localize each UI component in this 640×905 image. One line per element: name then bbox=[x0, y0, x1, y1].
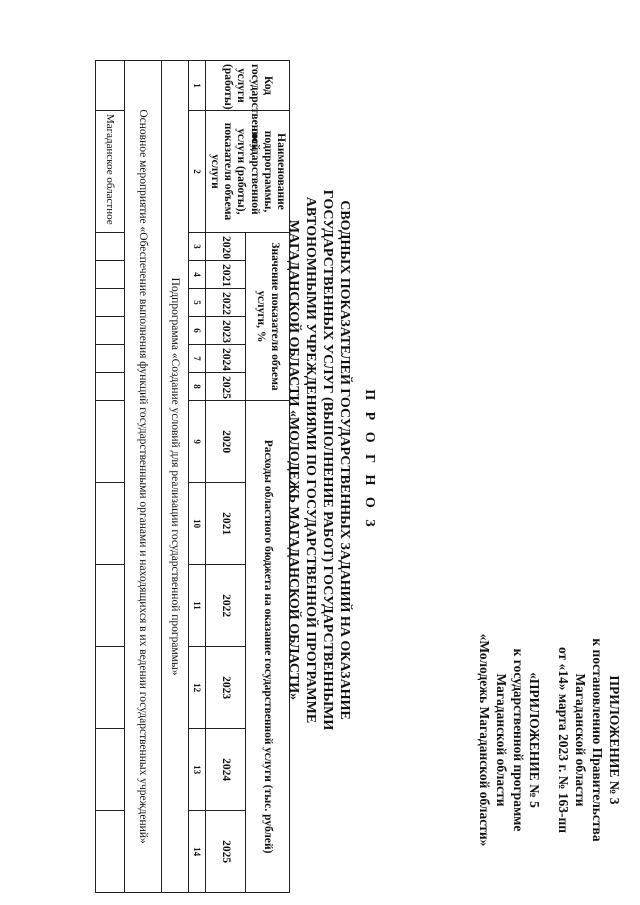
header-indicator-group: Значение показателя объема услуги, % bbox=[245, 233, 289, 401]
title-line-4: МАГАДАНСКОЙ ОБЛАСТИ «МОЛОДЕЖЬ МАГАДАНСКОЙ ОБЛАСТИ» bbox=[285, 219, 301, 701]
table-column-numbers-row bbox=[188, 61, 205, 893]
appendix-program-region: Магаданской области bbox=[493, 673, 509, 807]
column-number: 10 bbox=[188, 483, 205, 565]
indicator-year: 2021 bbox=[205, 261, 245, 289]
table-cell bbox=[95, 317, 124, 345]
indicator-year: 2024 bbox=[205, 345, 245, 373]
budget-year: 2021 bbox=[205, 483, 245, 565]
column-number: 4 bbox=[188, 261, 205, 289]
table-cell bbox=[95, 233, 124, 261]
budget-year: 2020 bbox=[205, 401, 245, 483]
budget-year: 2023 bbox=[205, 647, 245, 729]
column-number: 3 bbox=[188, 233, 205, 261]
table-cell bbox=[95, 647, 124, 729]
column-number: 1 bbox=[188, 61, 205, 111]
table-row bbox=[161, 61, 188, 893]
budget-year: 2024 bbox=[205, 729, 245, 811]
table-cell bbox=[95, 373, 124, 401]
table-row bbox=[95, 61, 124, 893]
indicator-year: 2020 bbox=[205, 233, 245, 261]
column-number: 9 bbox=[188, 401, 205, 483]
header-name: Наименование подпрограммы, государственной услуги (работы), показателя объема услуги bbox=[205, 111, 289, 233]
budget-year: 2025 bbox=[205, 811, 245, 893]
indicator-year: 2025 bbox=[205, 373, 245, 401]
title-heading: П Р О Г Н О З bbox=[362, 389, 377, 531]
indicator-year: 2022 bbox=[205, 289, 245, 317]
title-line-2: ГОСУДАРСТВЕННЫХ УСЛУГ (ВЫПОЛНЕНИЕ РАБОТ) ГОСУДАРСТВЕННЫМИ bbox=[319, 189, 335, 731]
table-cell bbox=[95, 401, 124, 483]
table-cell bbox=[95, 289, 124, 317]
title-line-1: СВОДНЫХ ПОКАЗАТЕЛЕЙ ГОСУДАРСТВЕННЫХ ЗАДАНИЙ НА ОКАЗАНИЕ bbox=[336, 200, 352, 720]
table-cell bbox=[95, 729, 124, 811]
column-number: 11 bbox=[188, 565, 205, 647]
document-title bbox=[285, 140, 378, 780]
column-number: 6 bbox=[188, 317, 205, 345]
column-number: 7 bbox=[188, 345, 205, 373]
appendix-program-number: «ПРИЛОЖЕНИЕ № 5 bbox=[527, 672, 543, 808]
column-number: 13 bbox=[188, 729, 205, 811]
table-cell bbox=[95, 345, 124, 373]
appendix-region: Магаданской области bbox=[573, 673, 589, 807]
table-cell bbox=[95, 811, 124, 893]
main-activity-title: Основное мероприятие «Обеспечение выполнения функций государственными органами и находящихся в их ведении государственных учреждений» bbox=[124, 61, 161, 893]
appendix-header bbox=[475, 605, 622, 875]
column-number: 12 bbox=[188, 647, 205, 729]
table-cell bbox=[95, 61, 124, 111]
indicator-year: 2023 bbox=[205, 317, 245, 345]
institution-name: Магаданское областное bbox=[95, 111, 124, 233]
table-header-row bbox=[245, 61, 289, 893]
header-budget-group: Расходы областного бюджета на оказание государственной услуги (тыс. рублей) bbox=[245, 401, 289, 893]
budget-year: 2022 bbox=[205, 565, 245, 647]
column-number: 5 bbox=[188, 289, 205, 317]
column-number: 2 bbox=[188, 111, 205, 233]
column-number: 14 bbox=[188, 811, 205, 893]
table-row bbox=[124, 61, 161, 893]
appendix-number: ПРИЛОЖЕНИЕ № 3 bbox=[607, 675, 622, 805]
table-cell bbox=[95, 483, 124, 565]
appendix-program-name: «Молодежь Магаданской области» bbox=[476, 633, 492, 847]
title-line-3: АВТОНОМНЫМИ УЧРЕЖДЕНИЯМИ ПО ГОСУДАРСТВЕННОЙ ПРОГРАММЕ bbox=[302, 196, 318, 724]
column-number: 8 bbox=[188, 373, 205, 401]
forecast-table bbox=[95, 60, 290, 893]
table-cell bbox=[95, 565, 124, 647]
appendix-decree-ref: к постановлению Правительства bbox=[590, 638, 606, 842]
header-code: Код государственной услуги (работы) bbox=[205, 61, 289, 111]
table-cell bbox=[95, 261, 124, 289]
appendix-decree-date: от «14» марта 2023 г. № 163-пп bbox=[556, 646, 572, 834]
subprogram-title: Подпрограмма «Создание условий для реализации государственной программы» bbox=[161, 61, 188, 893]
appendix-program-ref: к государственной программе bbox=[510, 648, 526, 832]
